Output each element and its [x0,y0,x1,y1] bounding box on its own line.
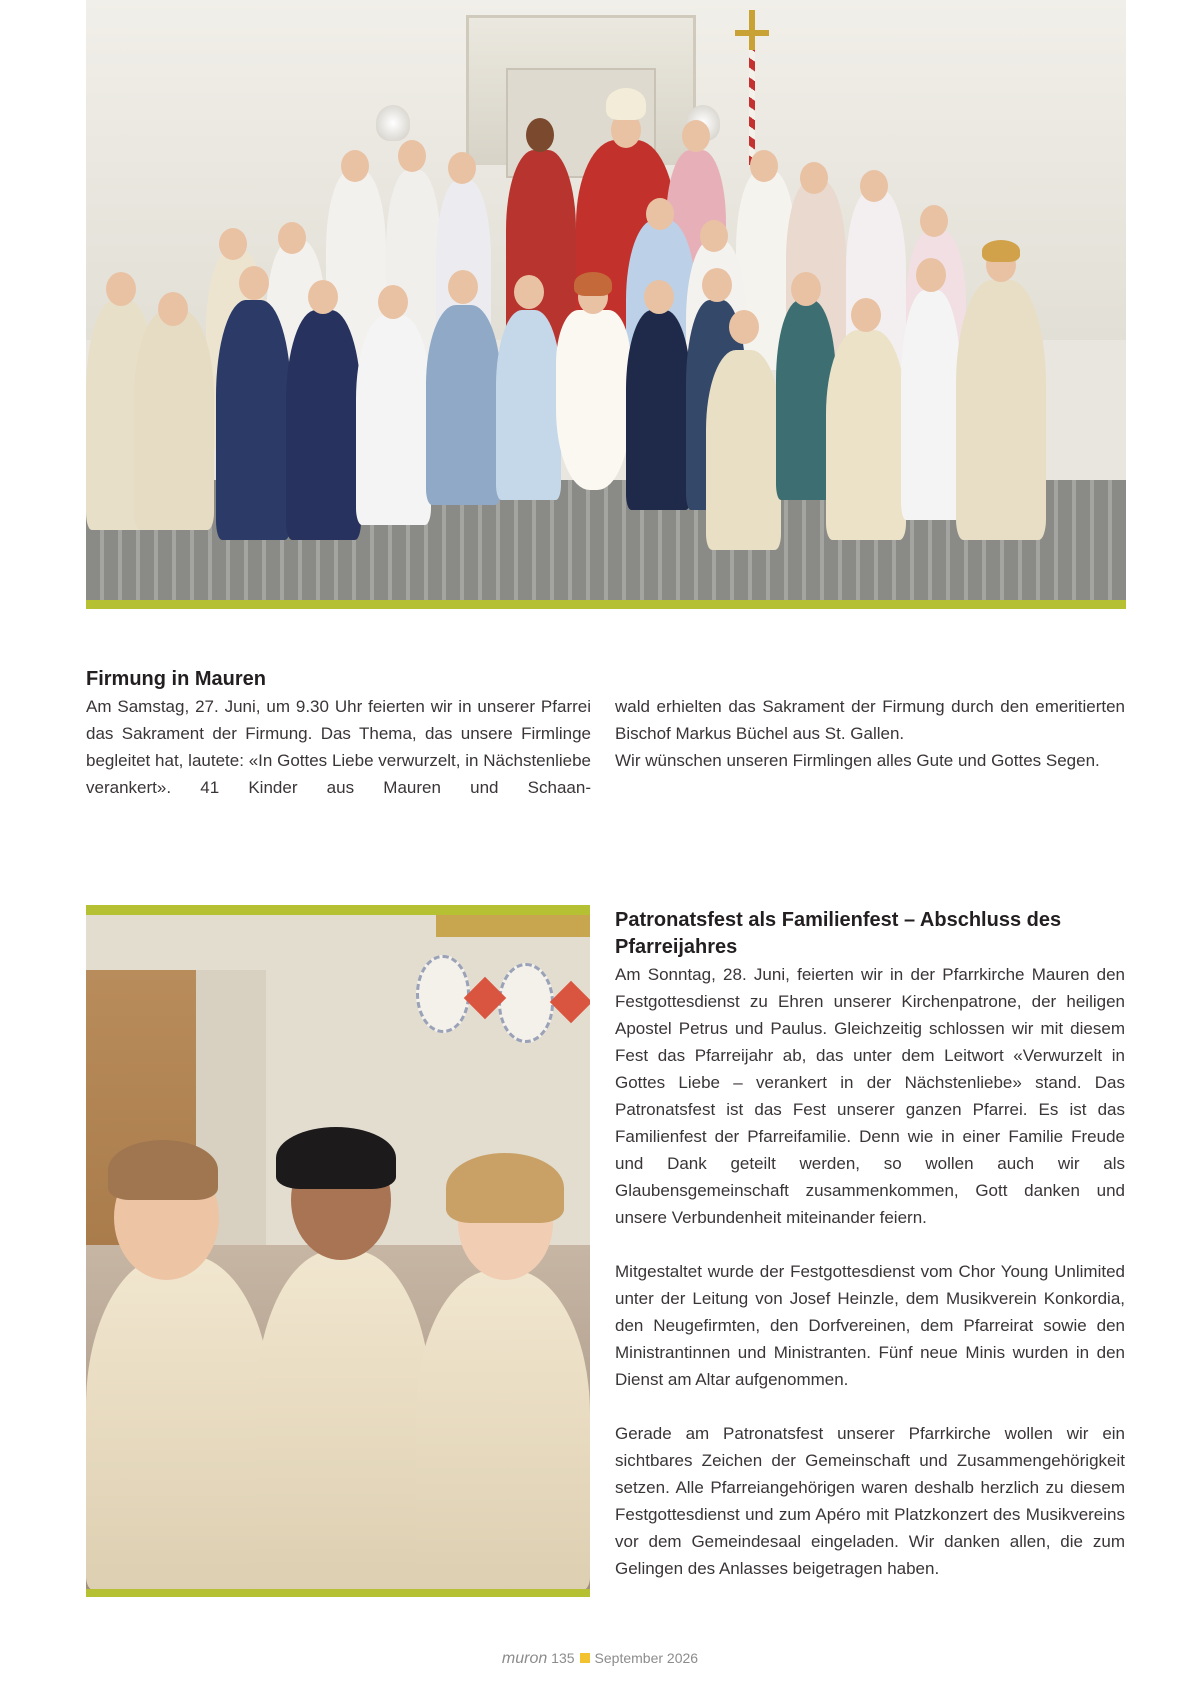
article-closing-line: Wir wünschen unseren Firmlingen alles Gute und Gottes Segen. [615,751,1100,770]
article-text-col1: Am Samstag, 27. Juni, um 9.30 Uhr feierten wir in unserer Pfarrei das Sakrament der Firmung. Das Thema, das unsere Firmlinge begleitet hat, lautete: «In Gottes Liebe verwurzelt, in Nächstenliebe verankert». 41 Kinder aus Mauren und Schaan- [86,697,591,797]
altar-server-girl-blonde [416,1270,590,1590]
magazine-name: muron [501,1650,548,1667]
article-paragraph-1: Am Sonntag, 28. Juni, feierten wir in der Pfarrkirche Mauren den Festgottesdienst zu Ehren unserer Kirchenpatrone, der heiligen Apostel Petrus und Paulus. Gleichzeitig schlossen wir mit diesem Fest das Pfarreijahr ab, das unter dem Leitwort «Verwurzelt in Gottes Liebe – verankert in der Nächstenliebe» stand. Das Patronatsfest ist das Fest unserer ganzen Pfarrei. Es ist das Familienfest der Pfarreifamilie. Denn wie in einer Familie Freude und Dank geteilt werden, so wollen auch wir als Glaubensgemeinschaft zusammenkommen, Gott danken und unsere Verbundenheit miteinander feiern. [615,965,1125,1227]
page-footer [0,1650,1200,1668]
accent-bar [86,905,590,915]
article-title-firmung: Firmung in Mauren [86,668,266,690]
paper-decoration [498,963,554,1043]
article-text-col2: wald erhielten das Sakrament der Firmung durch den emeritierten Bischof Markus Büchel aus St. Gallen. [615,697,1125,743]
accent-bar [86,600,1126,609]
article-title-patronatsfest: Patronatsfest als Familienfest – Abschluss des Pfarreijahres [615,909,1062,958]
article-paragraph-2: Mitgestaltet wurde der Festgottesdienst vom Chor Young Unlimited unter der Leitung von Josef Heinzle, dem Musikverein Konkordia, den Neugefirmten, den Dorfvereinen, dem Pfarreirat sowie den Ministrantinnen und Ministranten. Fünf neue Minis wurden in den Dienst am Altar aufgenommen. [615,1262,1125,1389]
paper-decoration [416,955,470,1033]
article-paragraph-3: Gerade am Patronatsfest unserer Pfarrkirche wollen wir ein sichtbares Zeichen der Gemeinschaft und Zusammengehörigkeit setzen. Alle Pfarreiangehörigen waren deshalb herzlich zu diesem Festgottesdienst und zum Apéro mit Platzkonzert des Musikvereins vor dem Gemeindesaal eingeladen. Wir danken allen, die zum Gelingen des Anlasses beigetragen haben. [615,1424,1125,1578]
group-of-people [86,0,1126,600]
issue-date: September 2026 [594,1650,699,1666]
accent-bar [86,1589,590,1597]
altar-server-girl [256,1250,431,1590]
footer-square-icon [580,1653,590,1663]
altar-servers-photo [86,915,590,1590]
heart-decoration [550,981,590,1023]
picture-frame [436,915,590,937]
altar-server-boy [86,1255,271,1590]
confirmation-group-photo [86,0,1126,600]
issue-number: 135 [551,1650,575,1666]
